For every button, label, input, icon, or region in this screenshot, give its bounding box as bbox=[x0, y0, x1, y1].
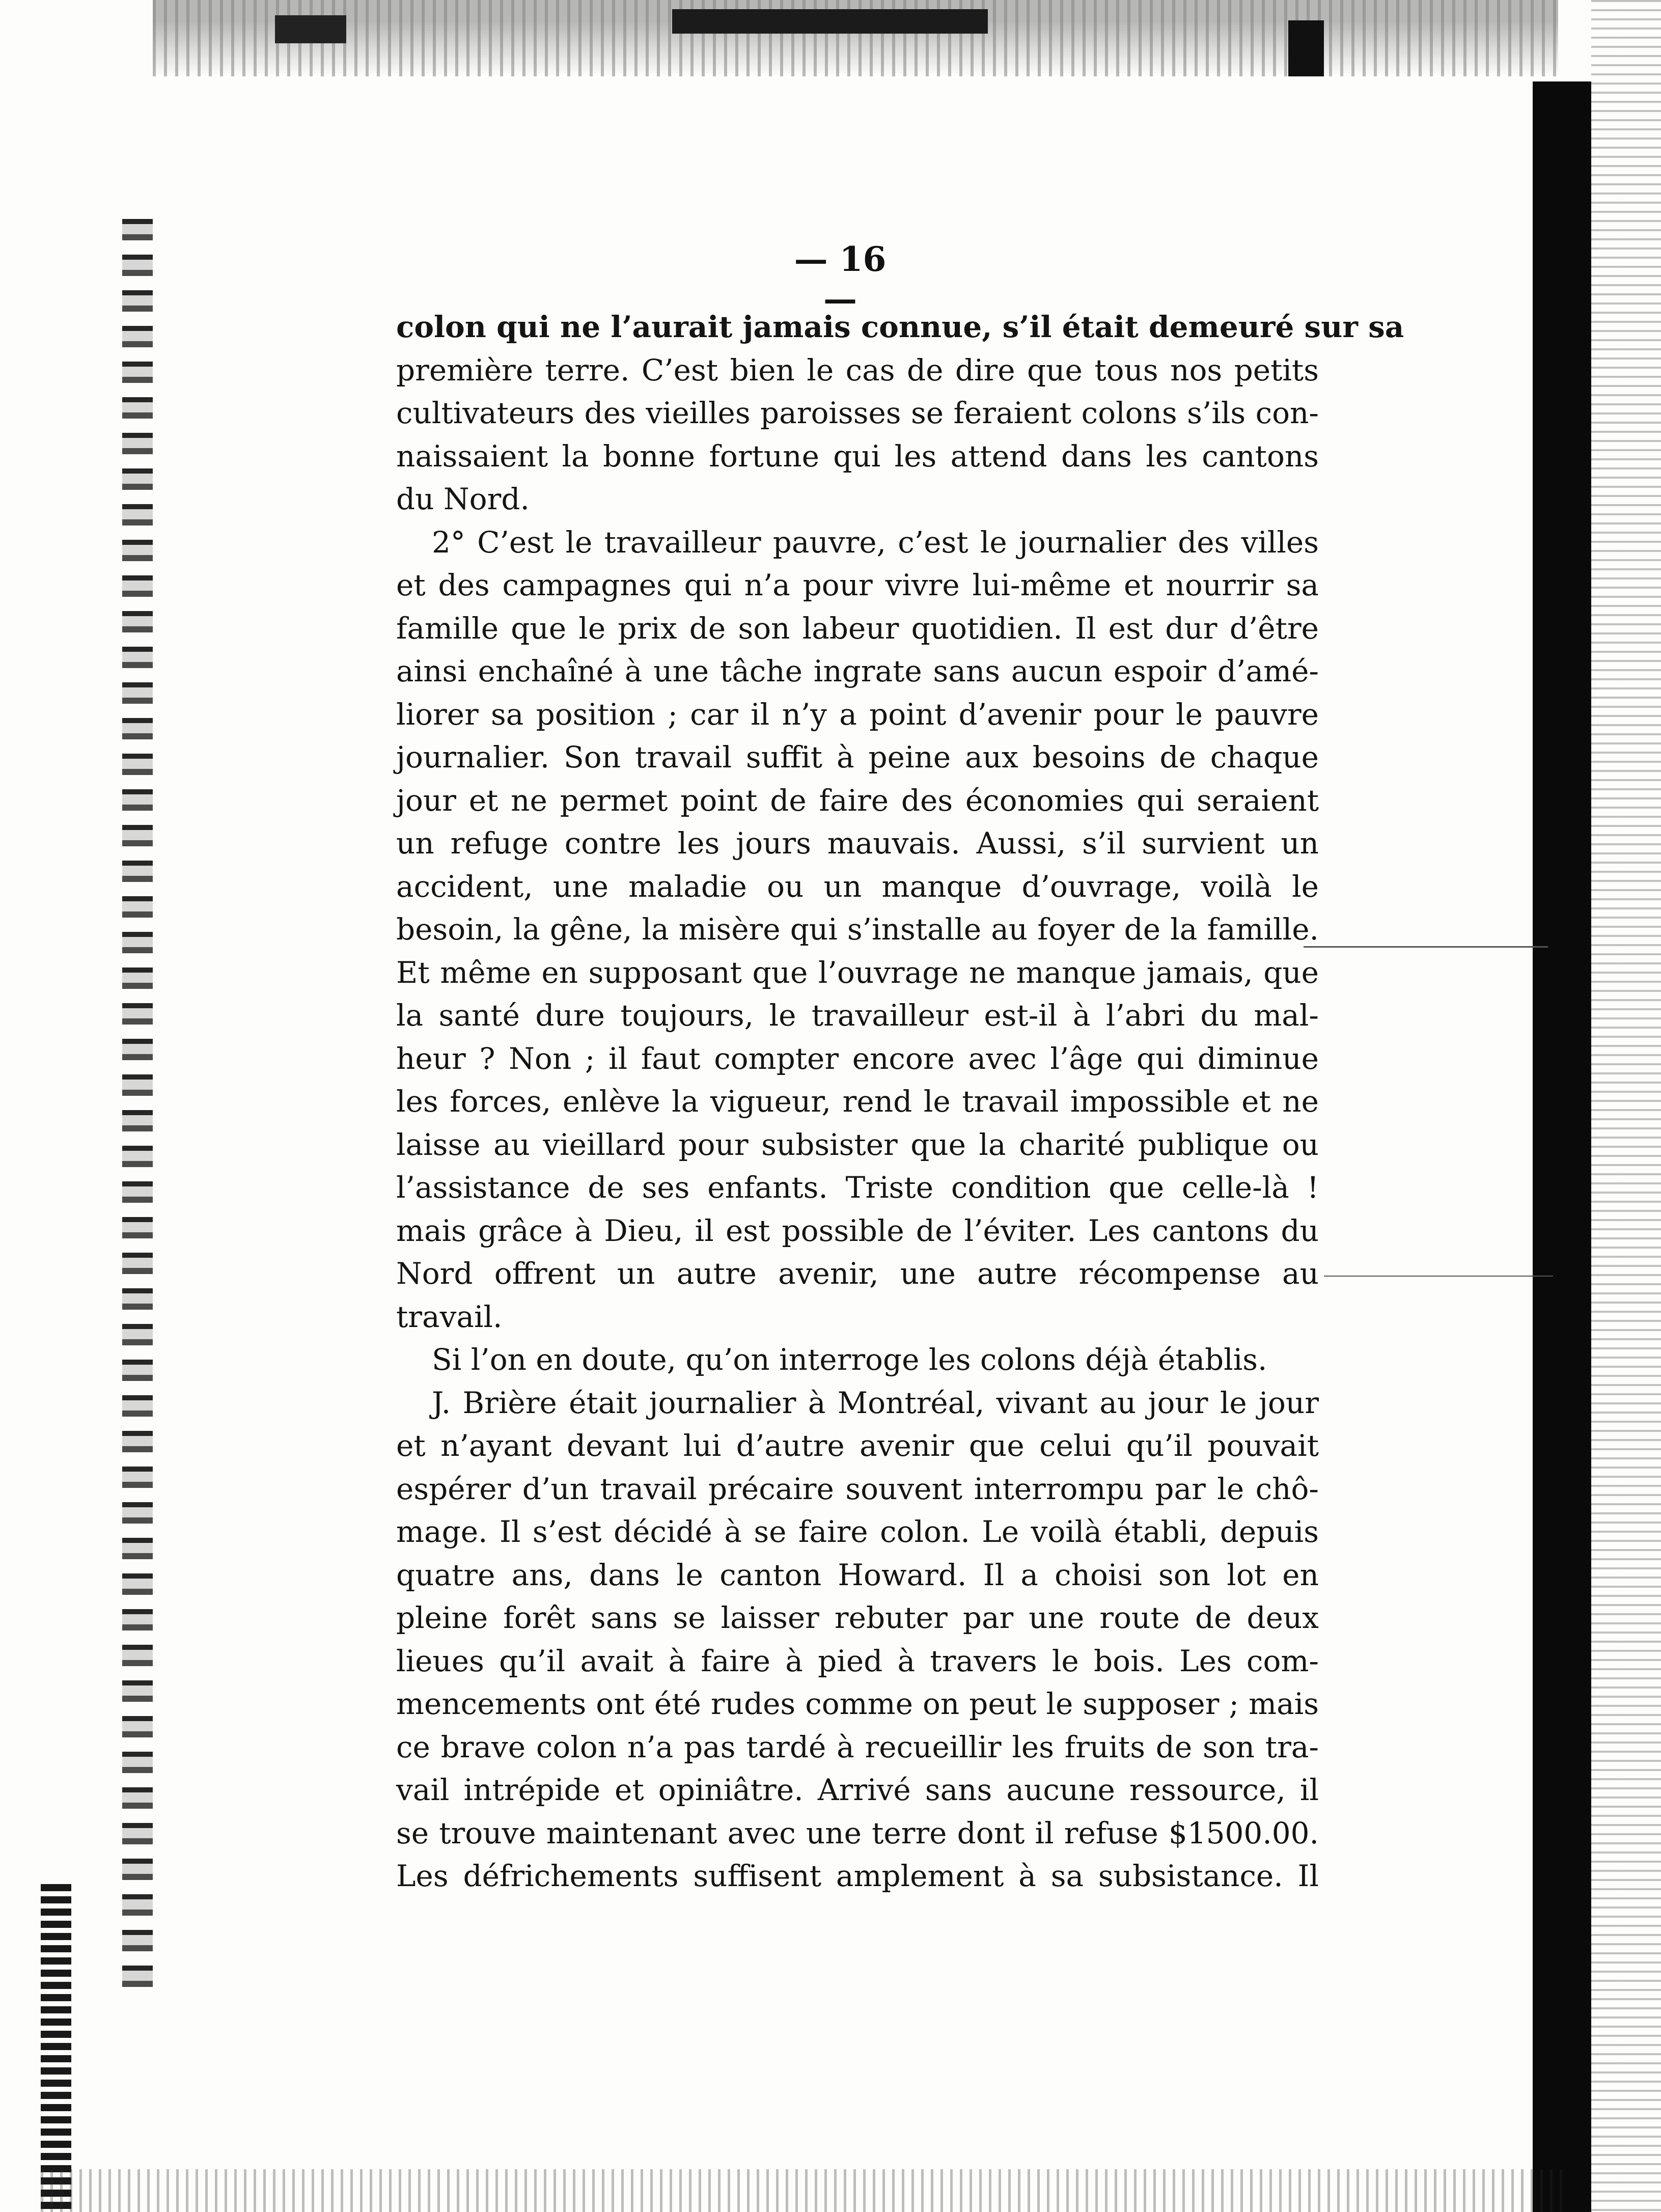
text-line: famille que le prix de son labeur quotidien. Il est dur d’être bbox=[396, 611, 1319, 646]
text-line: travail. bbox=[396, 1299, 503, 1334]
text-line: liorer sa position ; car il n’y a point d’avenir pour le pauvre bbox=[396, 697, 1319, 732]
text-line: cultivateurs des vieilles paroisses se feraient colons s’ils con- bbox=[396, 396, 1319, 430]
text-line: ce brave colon n’a pas tardé à recueillir les fruits de son tra- bbox=[396, 1729, 1319, 1764]
page-number: — 16 — bbox=[794, 239, 887, 319]
text-line: heur ? Non ; il faut compter encore avec l’âge qui diminue bbox=[396, 1041, 1319, 1076]
text-line: journalier. Son travail suffit à peine aux besoins de chaque bbox=[396, 740, 1319, 775]
scan-noise-left-bottom bbox=[41, 1884, 71, 2212]
scan-artifact bbox=[672, 9, 988, 34]
text-line: du Nord. bbox=[396, 482, 530, 516]
scan-artifact bbox=[1288, 20, 1324, 76]
text-line: vail intrépide et opiniâtre. Arrivé sans aucune ressource, il bbox=[396, 1773, 1319, 1807]
text-line: se trouve maintenant avec une terre dont il refuse $1500.00. bbox=[396, 1815, 1319, 1850]
text-line: ainsi enchaîné à une tâche ingrate sans aucun espoir d’amé- bbox=[396, 654, 1319, 688]
text-line: 2° C’est le travailleur pauvre, c’est le journalier des villes bbox=[432, 524, 1319, 560]
text-line: mage. Il s’est décidé à se faire colon. Le voilà établi, depuis bbox=[396, 1514, 1319, 1549]
text-line: laisse au vieillard pour subsister que la charité publique ou bbox=[396, 1127, 1319, 1162]
text-line: première terre. C’est bien le cas de dire que tous nos petits bbox=[396, 352, 1319, 388]
text-line: accident, une maladie ou un manque d’ouvrage, voilà le bbox=[396, 869, 1319, 904]
scan-binding-shadow bbox=[1533, 81, 1591, 2212]
text-line: mencements ont été rudes comme on peut le supposer ; mais bbox=[396, 1686, 1319, 1721]
text-line: J. Brière était journalier à Montréal, vivant au jour le jour bbox=[432, 1385, 1319, 1420]
text-line: jour et ne permet point de faire des économies qui seraient bbox=[396, 783, 1319, 818]
strike-line bbox=[1324, 1276, 1553, 1277]
strike-line bbox=[1304, 946, 1548, 948]
scan-noise-bottom bbox=[41, 2169, 1568, 2212]
text-line: colon qui ne l’aurait jamais connue, s’il était demeuré sur sa bbox=[396, 310, 1404, 344]
text-line: Les défrichements suffisent amplement à sa subsistance. Il bbox=[396, 1859, 1319, 1893]
text-line: mais grâce à Dieu, il est possible de l’éviter. Les cantons du bbox=[396, 1213, 1319, 1248]
text-line: un refuge contre les jours mauvais. Aussi, s’il survient un bbox=[396, 826, 1319, 861]
scan-noise-left bbox=[122, 219, 153, 2001]
text-line: et des campagnes qui n’a pour vivre lui-même et nourrir sa bbox=[396, 568, 1319, 602]
text-line: lieues qu’il avait à faire à pied à travers le bois. Les com- bbox=[396, 1643, 1319, 1678]
body-text bbox=[396, 306, 1404, 1898]
text-line: Nord offrent un autre avenir, une autre récompense au bbox=[396, 1256, 1319, 1291]
text-line: et n’ayant devant lui d’autre avenir que celui qu’il pouvait bbox=[396, 1428, 1319, 1463]
text-line: espérer d’un travail précaire souvent interrompu par le chô- bbox=[396, 1471, 1319, 1506]
text-line: naissaient la bonne fortune qui les attend dans les cantons bbox=[396, 438, 1319, 474]
text-line: la santé dure toujours, le travailleur est-il à l’abri du mal- bbox=[396, 998, 1319, 1033]
text-line: quatre ans, dans le canton Howard. Il a choisi son lot en bbox=[396, 1557, 1319, 1592]
text-line: Et même en supposant que l’ouvrage ne manque jamais, que bbox=[396, 955, 1319, 990]
text-line: les forces, enlève la vigueur, rend le travail impossible et ne bbox=[396, 1084, 1319, 1119]
scan-artifact bbox=[275, 15, 346, 43]
text-line: pleine forêt sans se laisser rebuter par une route de deux bbox=[396, 1600, 1319, 1635]
scan-noise-right bbox=[1591, 0, 1661, 2212]
text-line: besoin, la gêne, la misère qui s’installe au foyer de la famille. bbox=[396, 912, 1319, 947]
text-line: Si l’on en doute, qu’on interroge les colons déjà établis. bbox=[432, 1342, 1267, 1377]
text-line: l’assistance de ses enfants. Triste condition que celle-là ! bbox=[396, 1170, 1319, 1205]
